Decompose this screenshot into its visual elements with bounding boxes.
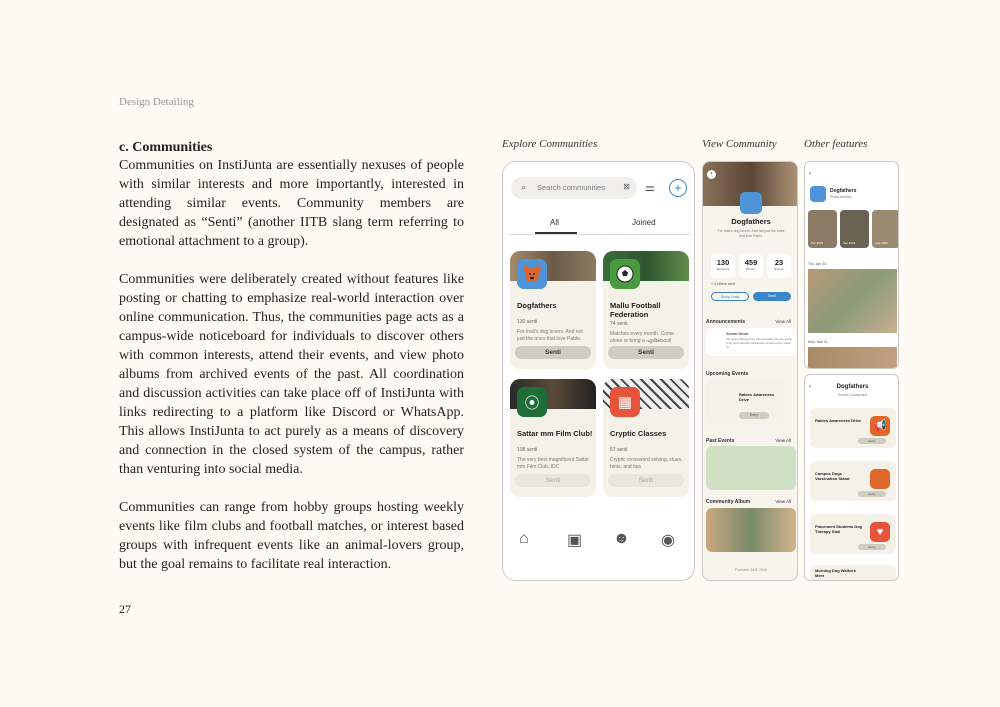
conducted-event-card[interactable]: Placement Students Dog Therapy Stall ♥ Entry [810, 514, 896, 554]
view-all-link[interactable]: View All [775, 438, 791, 443]
crossword-icon: ▦ [610, 387, 640, 417]
upcoming-heading: Upcoming Events [706, 371, 749, 377]
view-all-link[interactable]: View All [775, 319, 791, 324]
album-heading: Community Album [706, 499, 751, 505]
tab-all[interactable]: All [550, 218, 559, 227]
community-card[interactable] [510, 379, 596, 497]
profile-icon[interactable]: ◉ [661, 532, 675, 549]
card-name: Mallu Football Federation [610, 301, 661, 319]
heading: c. Communities [119, 140, 213, 155]
senti-button[interactable]: Senti [515, 474, 591, 487]
label-explore: Explore Communities [502, 138, 598, 150]
label-view: View Community [702, 138, 777, 150]
archive-logo [810, 186, 826, 202]
home-icon[interactable]: ⌂ [519, 530, 529, 547]
month-album[interactable]: Jan 2023 [840, 210, 869, 248]
senti-button[interactable]: Senti [753, 292, 791, 301]
page-number: 27 [119, 602, 131, 616]
card-name: Dogfathers [517, 301, 557, 310]
album-photo[interactable] [706, 508, 796, 552]
others-senti: + 4 others senti [711, 282, 736, 286]
past-events-map[interactable] [706, 446, 796, 490]
community-title: Dogfathers [731, 217, 771, 226]
section-header: Design Detailing [119, 96, 194, 108]
announcement-card[interactable]: Suman Nesat We guys starting from this semester we are going to try and conduct vaccination drives every week on... [706, 328, 796, 356]
events-subtitle: Events Conducted [838, 393, 867, 397]
community-card[interactable] [603, 379, 689, 497]
date-label: Mon, Mar 31 [808, 340, 828, 344]
tab-joined[interactable]: Joined [632, 218, 656, 227]
month-album[interactable]: Aug 2022 [872, 210, 899, 248]
card-desc: For Insti's dog lovers. And not just the ones that love Pablo. [517, 329, 583, 342]
view-all-link[interactable]: View All [775, 499, 791, 504]
community-card[interactable] [603, 251, 689, 369]
announcements-heading: Announcements [706, 319, 746, 325]
back-icon[interactable]: ‹ [707, 170, 716, 179]
card-count: 108 senti [517, 447, 538, 453]
conducted-event-card[interactable]: Campus Dogs Vaccination Stand Entry [810, 461, 896, 501]
stat-photos: 459 Photos [739, 254, 763, 278]
community-desc: For Insti's dog lovers. And not just the ones that love Pablo. [717, 229, 785, 238]
card-desc: Matches every month. Come alone or bring a ഫുട്ബോൾ [610, 331, 674, 344]
dog-icon [870, 469, 890, 489]
card-count: 57 senti [610, 447, 628, 453]
group-links-button[interactable]: Group Links [711, 292, 749, 301]
heart-icon: ♥ [870, 522, 890, 542]
megaphone-icon: 📢 [870, 416, 890, 436]
communities-icon[interactable]: ☻ [613, 530, 630, 547]
senti-button[interactable]: Senti [608, 346, 684, 359]
stat-events: 23 Events [767, 254, 791, 278]
archive-subtitle: Photo Archive [830, 195, 852, 199]
conducted-event-card[interactable]: Rabies Awareness Drive 📢 Entry [810, 408, 896, 448]
senti-button[interactable]: Senti [515, 346, 591, 359]
add-button[interactable]: + [669, 179, 687, 197]
community-card[interactable] [510, 251, 596, 369]
founded-date: Founded Jul 8, 2018 [735, 568, 767, 572]
explore-screen [502, 161, 695, 581]
soccer-ball-icon [610, 259, 640, 289]
film-icon: ⦿ [517, 387, 547, 417]
filter-icon[interactable]: ⚌ [645, 182, 655, 194]
card-desc: Cryptic crossword solving, clues, hints, and tips [610, 457, 683, 470]
month-album[interactable]: Apr 2023 [808, 210, 837, 248]
events-conducted-screen [804, 374, 899, 581]
card-count: 74 senti [610, 321, 628, 327]
body-text [119, 139, 464, 593]
card-count: 130 senti [517, 319, 538, 325]
back-icon[interactable]: ‹ [809, 171, 811, 177]
paragraph-2: Communities were deliberately created without features like posting or chatting to emphasize real-world interaction over online communication. Thus, the communities page acts as a campus-wide noticeboard for individuals to discover others with common interests, attend their events, and view photo albums from archived events of the past. All coordination and discussion activities can take place off of InstiJunta with links redirecting to a platform like Discord or WhatsApp. This allows InstiJunta to act purely as a means of discovery and connection in the closed system of the campus, rather than venturing into social media. [119, 272, 464, 477]
card-name: Cryptic Classes [610, 429, 667, 438]
card-name: Sattar mm Film Club! [517, 429, 593, 438]
calendar-icon[interactable]: ▣ [567, 532, 583, 549]
tab-divider [509, 234, 690, 235]
stat-members: 130 Members [711, 254, 735, 278]
back-icon[interactable]: ‹ [809, 384, 811, 390]
view-community-screen [702, 161, 798, 581]
photo-grid[interactable] [808, 269, 897, 333]
community-logo [740, 192, 762, 214]
event-card[interactable]: Rabies Awareness Drive Entry [706, 380, 784, 424]
photo-grid[interactable] [808, 347, 897, 369]
past-events-heading: Past Events [706, 438, 735, 444]
paragraph-1: Communities on InstiJunta are essentially nexuses of people with similar interests and more importantly, interested in attending similar events. Community members are designated as “Senti” (another IITB slang term referring to emotional attachment to a group). [119, 158, 464, 249]
paragraph-3: Communities can range from hobby groups hosting weekly events like film clubs and football matches, or interest based groups with infrequent events like an animal-lovers group, but the goal remains to facilitate real interaction. [119, 500, 464, 572]
search-icon: ⌕ [521, 182, 527, 192]
conducted-event-card[interactable]: Morning Dog Walkers Meet [810, 565, 896, 581]
dog-icon [517, 259, 547, 289]
senti-button[interactable]: Senti [608, 474, 684, 487]
events-title: Dogfathers [836, 384, 869, 390]
qr-icon[interactable]: ⊠ [623, 182, 630, 191]
photo-archive-screen [804, 161, 899, 369]
card-desc: The very best magnificent Sattar mm Film Club, IDC [517, 457, 589, 470]
label-other: Other features [804, 138, 868, 150]
archive-title: Dogfathers [830, 188, 857, 194]
date-label: Thu, Apr 24 [808, 262, 827, 266]
search-input[interactable]: ⌕ Search communities ⊠ [511, 177, 637, 199]
